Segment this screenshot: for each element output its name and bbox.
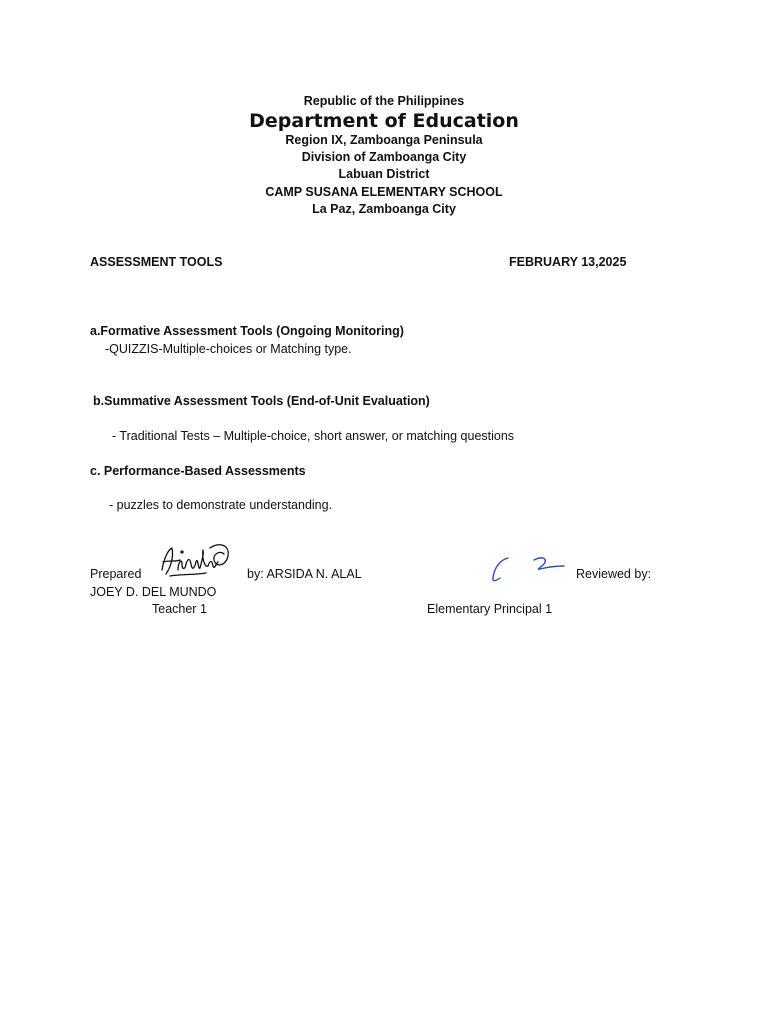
- header-division: Division of Zamboanga City: [301, 150, 467, 164]
- document-title: ASSESSMENT TOOLS: [90, 255, 223, 269]
- reviewer-signature: [490, 554, 570, 584]
- preparer-position: Teacher 1: [152, 602, 207, 616]
- header-region: Region IX, Zamboanga Peninsula: [285, 133, 483, 147]
- section-a-item: -QUIZZIS-Multiple-choices or Matching type.: [105, 342, 352, 356]
- document-date: FEBRUARY 13,2025: [509, 255, 627, 269]
- reviewer-position: Elementary Principal 1: [427, 602, 553, 616]
- reviewer-signature-strokes: [493, 558, 564, 581]
- prepared-label: Prepared: [90, 567, 142, 581]
- section-b-item: - Traditional Tests – Multiple-choice, short answer, or matching questions: [112, 429, 515, 443]
- preparer-signature: [158, 540, 233, 578]
- section-b-heading: b.Summative Assessment Tools (End-of-Unit Evaluation): [93, 394, 430, 408]
- section-a-heading: a.Formative Assessment Tools (Ongoing Monitoring): [90, 324, 404, 338]
- reviewer-name: JOEY D. DEL MUNDO: [90, 585, 217, 599]
- header-republic: Republic of the Philippines: [303, 94, 465, 108]
- header-district: Labuan District: [338, 167, 430, 181]
- header-school: CAMP SUSANA ELEMENTARY SCHOOL: [265, 185, 503, 199]
- prepared-by-name: by: ARSIDA N. ALAL: [247, 567, 362, 581]
- header-department: Department of Education: [249, 110, 519, 132]
- reviewed-by-label: Reviewed by:: [576, 567, 652, 581]
- header-address: La Paz, Zamboanga City: [312, 202, 456, 216]
- section-c-item: - puzzles to demonstrate understanding.: [109, 498, 333, 512]
- section-c-heading: c. Performance-Based Assessments: [90, 464, 306, 478]
